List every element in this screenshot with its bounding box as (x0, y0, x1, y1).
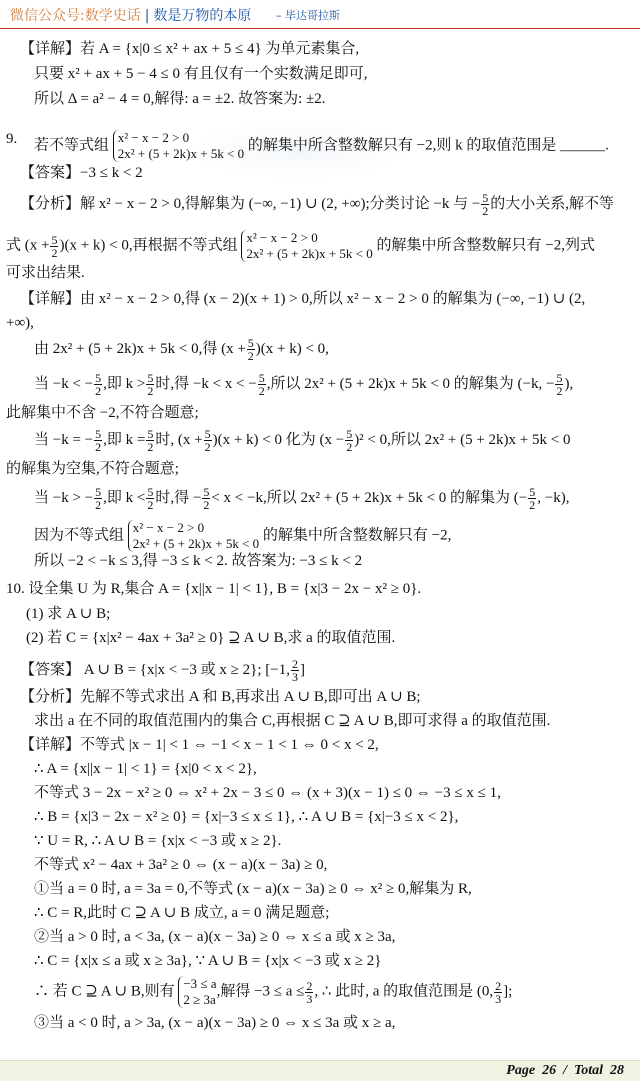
text-segment: ,即 k < (103, 489, 146, 506)
text-segment: ), (564, 375, 574, 392)
fraction (204, 428, 212, 453)
inequality-system (113, 130, 244, 162)
detail-line (34, 976, 512, 1008)
text-segment: , −k), (537, 489, 570, 506)
analysis-text: 的解集中所含整数解只有 −2,列式 (376, 237, 595, 254)
fraction (146, 372, 154, 397)
analysis-text: 式 (x + (6, 237, 50, 254)
fraction (345, 428, 353, 453)
page-indicator (506, 1063, 624, 1079)
text-segment: ] (299, 661, 305, 678)
fraction (146, 486, 154, 511)
inequality-system (241, 230, 372, 262)
sub-question: (2) 若 C = {x|x² − 4ax + 3a² ≥ 0} ⊇ A ∪ B,求 a 的取值范围. (26, 630, 396, 646)
system-row: −3 ≤ a (183, 976, 217, 991)
page-number: 26 (542, 1063, 557, 1078)
fraction (94, 428, 102, 453)
text-segment: 当 −k < − (34, 375, 94, 392)
header-author: – 毕达哥拉斯 (276, 9, 340, 22)
total-pages: 28 (610, 1063, 624, 1078)
detail-line: ∴ C = R,此时 C ⊇ A ∪ B 成立, a = 0 满足题意; (34, 905, 330, 921)
text-segment: 的解集中所含整数解只有 −2, (262, 527, 452, 544)
detail-line: ∵ U = R, ∴ A ∪ B = {x|x < −3 或 x ≥ 2}. (34, 833, 282, 849)
text-segment: ,即 k = (103, 431, 146, 448)
fraction (146, 428, 154, 453)
fraction-num: 5 (346, 427, 353, 441)
question-number: 9. (6, 131, 18, 147)
text-line: 【详解】由 x² − x − 2 > 0,得 (x − 2)(x + 1) > 0,所以 x² − x − 2 > 0 的解集为 (−∞, −1) ∪ (2, (20, 291, 586, 307)
fraction (258, 372, 266, 397)
total-label: Total (573, 1063, 603, 1078)
inequality-system (128, 520, 259, 552)
text-line: 【详解】若 A = {x|0 ≤ x² + ax + 5 ≤ 4} 为单元素集合, (20, 41, 360, 57)
fraction-den: 2 (247, 349, 254, 363)
fraction (291, 658, 299, 683)
text-line: 可求出结果. (6, 265, 85, 281)
fraction-den: 2 (203, 498, 210, 512)
fraction-den: 2 (95, 384, 102, 398)
fraction-den: 2 (147, 384, 154, 398)
detail-line: ③当 a < 0 时, a > 3a, (x − a)(x − 3a) ≥ 0 ⇔ x ≤ 3a 或 x ≥ a, (34, 1015, 396, 1031)
text-line: 此解集中不含 −2,不符合题意; (6, 405, 199, 421)
analysis-text: 【分析】解 x² − x − 2 > 0,得解集为 (−∞, −1) ∪ (2, +∞);分类讨论 −k 与 − (20, 195, 481, 212)
fraction-num: 5 (147, 371, 154, 385)
text-segment: )² < 0,所以 2x² + (5 + 2k)x + 5k < 0 (354, 431, 571, 448)
text-segment: 由 2x² + (5 + 2k)x + 5k < 0,得 (x + (34, 340, 246, 357)
fraction (50, 234, 58, 259)
detail-line: ∴ C = {x|x ≤ a 或 x ≥ 3a}, ∵ A ∪ B = {x|x < −3 或 x ≥ 2} (34, 953, 382, 969)
sub-question: (1) 求 A ∪ B; (26, 606, 111, 622)
fraction (481, 192, 489, 217)
system-row: x² − x − 2 > 0 (246, 230, 318, 245)
system-row: 2x² + (5 + 2k)x + 5k < 0 (117, 146, 245, 161)
q9-text-b: 的解集中所含整数解只有 −2,则 k 的取值范围是 ______. (247, 137, 609, 154)
text-line (34, 428, 570, 453)
analysis-line: 求出 a 在不同的取值范围内的集合 C,再根据 C ⊇ A ∪ B,即可求得 a 的取值范围. (34, 713, 551, 729)
text-segment: 因为不等式组 (34, 527, 125, 544)
fraction-num: 5 (95, 427, 102, 441)
detail-line: ①当 a = 0 时, a = 3a = 0,不等式 (x − a)(x − 3a) ≥ 0 ⇔ x² ≥ 0,解集为 R, (34, 881, 472, 897)
text-line: 只要 x² + ax + 5 − 4 ≤ 0 有且仅有一个实数满足即可, (34, 66, 368, 82)
fraction-num: 5 (247, 336, 254, 350)
text-segment: 时,得 −k < x < − (155, 375, 257, 392)
analysis-line: 【分析】先解不等式求出 A 和 B,再求出 A ∪ B,即可出 A ∪ B; (20, 689, 421, 705)
analysis-text: )(x + k) < 0,再根据不等式组 (59, 237, 238, 254)
fraction-den: 2 (482, 204, 489, 218)
fraction-num: 5 (95, 371, 102, 385)
fraction-num: 5 (556, 371, 563, 385)
detail-line: 不等式 x² − 4ax + 3a² ≥ 0 ⇔ (x − a)(x − 3a) ≥ 0, (34, 857, 328, 873)
wechat-account: 微信公众号:数学史话 (10, 8, 141, 24)
text-segment: )(x + k) < 0, (255, 340, 329, 357)
fraction-den: 2 (556, 384, 563, 398)
text-segment: , ∴ 此时, a 的取值范围是 (0, (314, 983, 494, 1000)
header-title: 数是万物的本原 (153, 8, 252, 24)
fraction (528, 486, 536, 511)
fraction-num: 5 (529, 485, 536, 499)
detail-line: ②当 a > 0 时, a < 3a, (x − a)(x − 3a) ≥ 0 ⇔ x ≤ a 或 x ≥ 3a, (34, 929, 396, 945)
detail-line: 【详解】不等式 |x − 1| < 1 ⇔ −1 < x − 1 < 1 ⇔ 0 < x < 2, (20, 737, 379, 753)
fraction-num: 5 (147, 427, 154, 441)
text-line (34, 486, 569, 511)
fraction-num: 2 (306, 978, 313, 993)
answer-line: 【答案】−3 ≤ k < 2 (20, 165, 143, 181)
text-line (34, 337, 329, 362)
fraction-num: 5 (258, 371, 265, 385)
fraction-num: 5 (203, 485, 210, 499)
text-line: 所以 Δ = a² − 4 = 0,解得: a = ±2. 故答案为: ±2. (34, 91, 326, 107)
fraction-den: 3 (291, 670, 298, 684)
system-row: 2 ≥ 3a (183, 992, 216, 1007)
question-9 (34, 130, 609, 162)
text-line (34, 372, 573, 397)
fraction-den: 2 (258, 384, 265, 398)
analysis-line (6, 230, 595, 262)
fraction-den: 2 (346, 440, 353, 454)
text-segment: ,所以 2x² + (5 + 2k)x + 5k < 0 的解集为 (−k, − (266, 375, 555, 392)
fraction (247, 337, 255, 362)
fraction-num: 5 (95, 485, 102, 499)
text-line: 的解集为空集,不符合题意; (6, 461, 179, 477)
fraction (555, 372, 563, 397)
text-segment: ,即 k > (103, 375, 146, 392)
fraction-num: 2 (495, 978, 502, 993)
fraction-den: 3 (495, 991, 502, 1006)
detail-line: ∴ A = {x||x − 1| < 1} = {x|0 < x < 2}, (34, 761, 257, 777)
page-label: Page (506, 1063, 536, 1078)
page-footer (0, 1060, 640, 1081)
page-header (0, 0, 640, 29)
text-line (34, 520, 451, 552)
text-segment: 时, (x + (155, 431, 203, 448)
fraction-num: 2 (291, 657, 298, 671)
text-segment: 【答案】 A ∪ B = {x|x < −3 或 x ≥ 2}; [−1, (20, 661, 290, 678)
text-segment: )(x + k) < 0 化为 (x − (212, 431, 345, 448)
fraction (494, 980, 502, 1005)
fraction (305, 980, 313, 1005)
fraction-num: 5 (51, 232, 58, 247)
q9-text-a: 若不等式组 (34, 137, 110, 154)
analysis-text: 的大小关系,解不等 (490, 195, 615, 212)
fraction-num: 5 (147, 485, 154, 499)
fraction-den: 2 (95, 440, 102, 454)
text-segment: < x < −k,所以 2x² + (5 + 2k)x + 5k < 0 的解集为 (− (211, 489, 528, 506)
fraction-den: 2 (147, 498, 154, 512)
text-segment: ]; (503, 983, 513, 1000)
fraction-den: 2 (204, 440, 211, 454)
fraction-den: 2 (147, 440, 154, 454)
text-segment: 当 −k = − (34, 431, 94, 448)
header-left (10, 5, 251, 25)
fraction-den: 2 (51, 245, 58, 260)
fraction-num: 5 (204, 427, 211, 441)
fraction-den: 2 (529, 498, 536, 512)
fraction (202, 486, 210, 511)
text-line: 所以 −2 < −k ≤ 3,得 −3 ≤ k < 2. 故答案为: −3 ≤ k < 2 (34, 553, 363, 569)
detail-line: 不等式 3 − 2x − x² ≥ 0 ⇔ x² + 2x − 3 ≤ 0 ⇔ (x + 3)(x − 1) ≤ 0 ⇔ −3 ≤ x ≤ 1, (34, 785, 501, 801)
header-separator: | (144, 8, 150, 24)
text-segment: 当 −k > − (34, 489, 94, 506)
inequality-system (178, 976, 216, 1008)
fraction-den: 2 (95, 498, 102, 512)
fraction-num: 5 (482, 191, 489, 205)
analysis-line (20, 192, 614, 217)
system-row: 2x² + (5 + 2k)x + 5k < 0 (132, 536, 260, 551)
question-10: 10. 设全集 U 为 R,集合 A = {x||x − 1| < 1}, B = {x|3 − 2x − x² ≥ 0}. (6, 581, 422, 597)
detail-line: ∴ B = {x|3 − 2x − x² ≥ 0} = {x|−3 ≤ x ≤ 1}, ∴ A ∪ B = {x|−3 ≤ x < 2}, (34, 809, 459, 825)
text-segment: ∴ 若 C ⊇ A ∪ B,则有 (34, 983, 175, 1000)
fraction (94, 372, 102, 397)
text-line: +∞), (6, 315, 34, 331)
system-row: x² − x − 2 > 0 (117, 130, 190, 145)
answer-line (20, 658, 305, 683)
text-segment: 时,得 − (155, 489, 202, 506)
page-slash: / (563, 1063, 567, 1078)
system-row: x² − x − 2 > 0 (132, 520, 205, 535)
text-segment: ,解得 −3 ≤ a ≤ (216, 983, 305, 1000)
fraction-den: 3 (306, 991, 313, 1006)
fraction (94, 486, 102, 511)
system-row: 2x² + (5 + 2k)x + 5k < 0 (246, 246, 373, 261)
